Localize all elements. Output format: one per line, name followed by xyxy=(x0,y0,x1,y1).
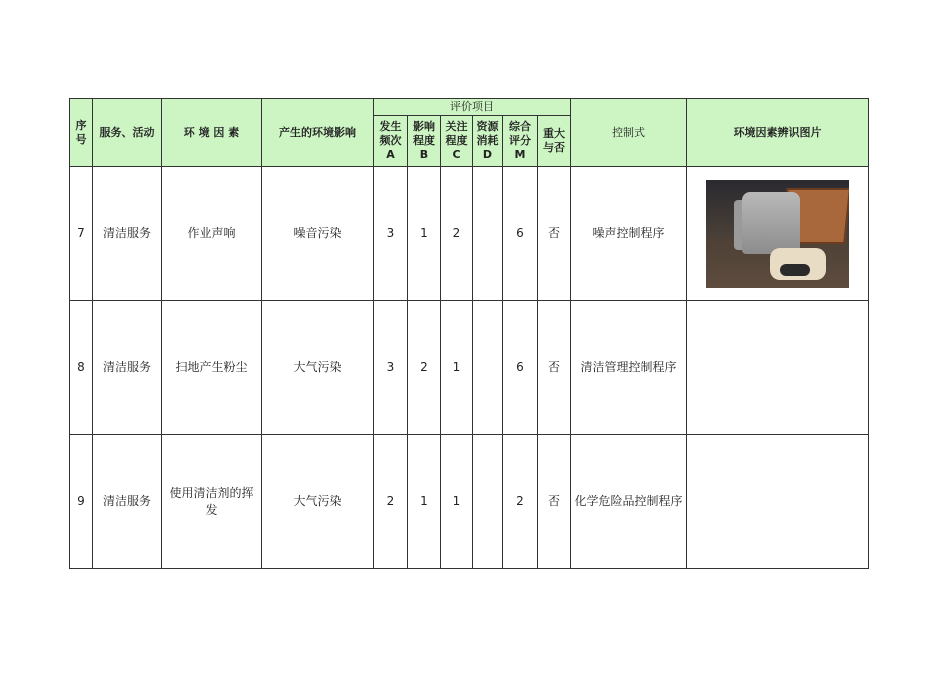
header-service: 服务、活动 xyxy=(93,99,162,167)
cell-seq: 7 xyxy=(70,167,93,301)
cell-impact: 大气污染 xyxy=(262,435,374,569)
table-row xyxy=(70,167,869,301)
cell-factor: 作业声响 xyxy=(162,167,262,301)
header-control: 控制式 xyxy=(571,99,687,167)
cell-service: 清洁服务 xyxy=(93,435,162,569)
cell-service: 清洁服务 xyxy=(93,167,162,301)
cell-m: 6 xyxy=(503,301,538,435)
cell-b: 1 xyxy=(408,167,441,301)
cell-a: 3 xyxy=(374,167,408,301)
cell-impact: 噪音污染 xyxy=(262,167,374,301)
environmental-factor-table xyxy=(69,98,869,569)
cell-seq: 9 xyxy=(70,435,93,569)
cell-c: 2 xyxy=(441,167,473,301)
header-score: 综合 评分 M xyxy=(503,116,538,167)
header-seq: 序 号 xyxy=(70,99,93,167)
table-row xyxy=(70,435,869,569)
cell-picture xyxy=(687,167,869,301)
header-picture: 环境因素辨识图片 xyxy=(687,99,869,167)
header-concern: 关注 程度 C xyxy=(441,116,473,167)
cell-a: 2 xyxy=(374,435,408,569)
cell-c: 1 xyxy=(441,435,473,569)
header-influence: 影响 程度 B xyxy=(408,116,441,167)
header-factor: 环 境 因 素 xyxy=(162,99,262,167)
cell-major: 否 xyxy=(538,301,571,435)
table-row xyxy=(70,301,869,435)
floor-scrubber-photo xyxy=(706,180,849,288)
cell-b: 1 xyxy=(408,435,441,569)
header-major: 重大 与否 xyxy=(538,116,571,167)
cell-control: 噪声控制程序 xyxy=(571,167,687,301)
header-impact: 产生的环境影响 xyxy=(262,99,374,167)
cell-service: 清洁服务 xyxy=(93,301,162,435)
cell-impact: 大气污染 xyxy=(262,301,374,435)
cell-c: 1 xyxy=(441,301,473,435)
header-freq: 发生 频次 A xyxy=(374,116,408,167)
cell-control: 清洁管理控制程序 xyxy=(571,301,687,435)
cell-picture xyxy=(687,301,869,435)
cell-d xyxy=(473,301,503,435)
cell-d xyxy=(473,435,503,569)
cell-major: 否 xyxy=(538,435,571,569)
cell-m: 2 xyxy=(503,435,538,569)
cell-factor: 使用清洁剂的挥发 xyxy=(162,435,262,569)
header-resource: 资源 消耗 D xyxy=(473,116,503,167)
cell-seq: 8 xyxy=(70,301,93,435)
cell-picture xyxy=(687,435,869,569)
cell-b: 2 xyxy=(408,301,441,435)
cell-control: 化学危险品控制程序 xyxy=(571,435,687,569)
cell-major: 否 xyxy=(538,167,571,301)
cell-factor: 扫地产生粉尘 xyxy=(162,301,262,435)
cell-m: 6 xyxy=(503,167,538,301)
header-eval-group: 评价项目 xyxy=(374,99,571,116)
cell-a: 3 xyxy=(374,301,408,435)
cell-d xyxy=(473,167,503,301)
